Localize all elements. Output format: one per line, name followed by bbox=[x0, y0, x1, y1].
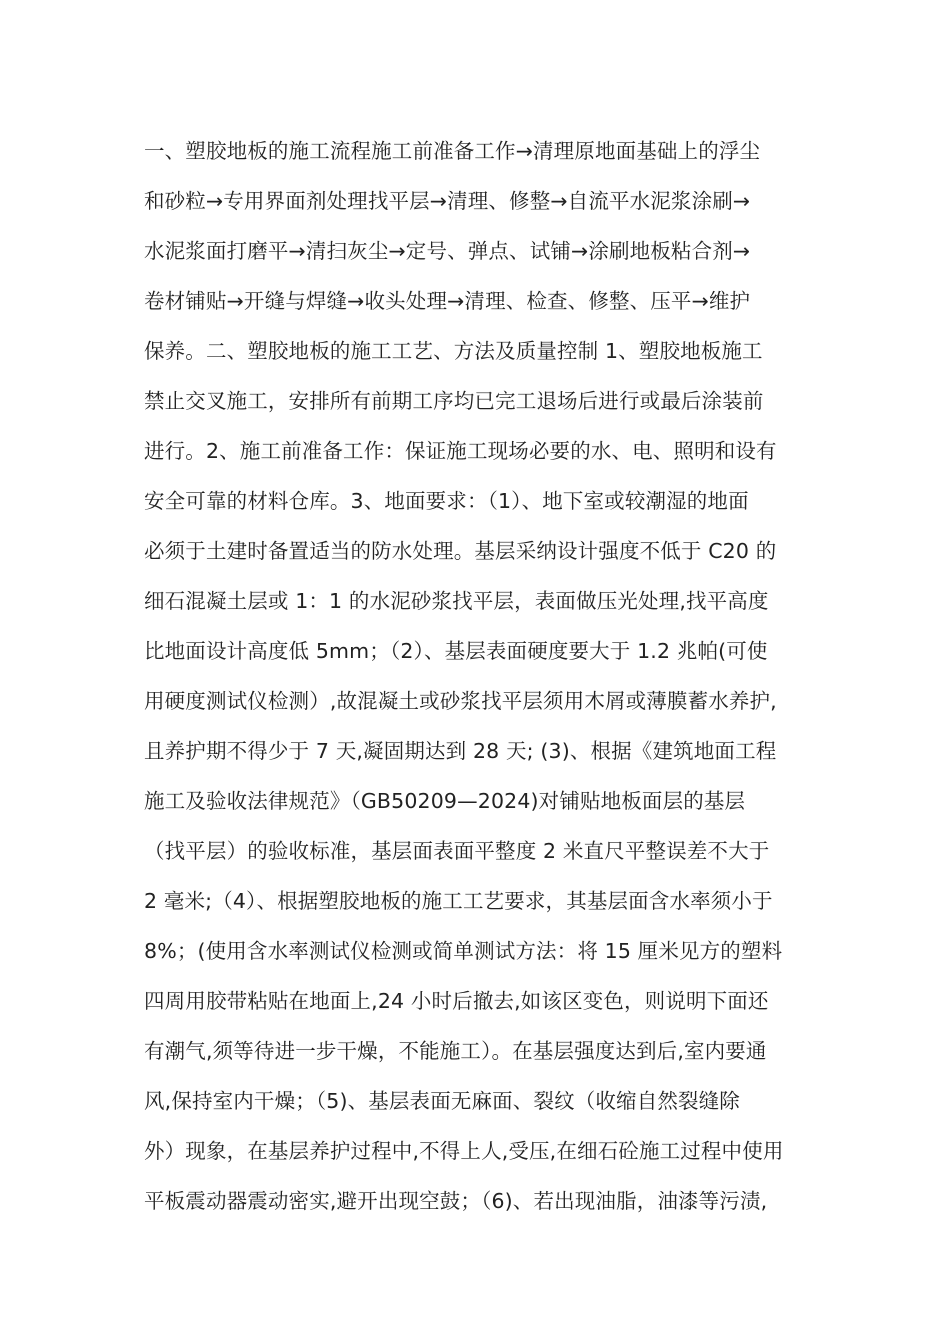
text-line: 风,保持室内干燥；（5)、基层表面无麻面、裂纹（收缩自然裂缝除 bbox=[144, 1089, 740, 1113]
text-line: 必须于土建时备置适当的防水处理。基层采纳设计强度不低于 C20 的 bbox=[144, 539, 777, 563]
text-line: 进行。2、施工前准备工作：保证施工现场必要的水、电、照明和设有 bbox=[144, 439, 777, 463]
text-line: （找平层）的验收标准，基层面表面平整度 2 米直尺平整误差不大于 bbox=[144, 839, 770, 863]
text-line: 比地面设计高度低 5mm；（2）、基层表面硬度要大于 1.2 兆帕(可使 bbox=[144, 639, 768, 663]
text-line: 保养。二、塑胶地板的施工工艺、方法及质量控制 1、塑胶地板施工 bbox=[144, 339, 763, 363]
text-line: 水泥浆面打磨平→清扫灰尘→定号、弹点、试铺→涂刷地板粘合剂→ bbox=[144, 239, 751, 263]
text-line: 和砂粒→专用界面剂处理找平层→清理、修整→自流平水泥浆涂刷→ bbox=[144, 189, 751, 213]
text-line: 8%；(使用含水率测试仪检测或简单测试方法：将 15 厘米见方的塑料 bbox=[144, 939, 783, 963]
text-line: 四周用胶带粘贴在地面上,24 小时后撤去,如该区变色，则说明下面还 bbox=[144, 989, 769, 1013]
text-line: 细石混凝土层或 1：1 的水泥砂浆找平层，表面做压光处理,找平高度 bbox=[144, 589, 769, 613]
text-line: 用硬度测试仪检测）,故混凝土或砂浆找平层须用木屑或薄膜蓄水养护, bbox=[144, 689, 777, 713]
text-line: 有潮气,须等待进一步干燥，不能施工）。在基层强度达到后,室内要通 bbox=[144, 1039, 767, 1063]
text-line: 2 毫米;（4）、根据塑胶地板的施工工艺要求，其基层面含水率须小于 bbox=[144, 889, 773, 913]
text-line: 安全可靠的材料仓库。3、地面要求：（1）、地下室或较潮湿的地面 bbox=[144, 489, 749, 513]
text-line: 施工及验收法律规范》（GB50209—2024)对铺贴地板面层的基层 bbox=[144, 789, 746, 813]
text-line: 外）现象，在基层养护过程中,不得上人,受压,在细石砼施工过程中使用 bbox=[144, 1139, 784, 1163]
text-line: 且养护期不得少于 7 天,凝固期达到 28 天; (3)、根据《建筑地面工程 bbox=[144, 739, 777, 763]
text-line: 禁止交叉施工，安排所有前期工序均已完工退场后进行或最后涂装前 bbox=[144, 389, 764, 413]
text-line: 卷材铺贴→开缝与焊缝→收头处理→清理、检查、修整、压平→维护 bbox=[144, 289, 751, 313]
text-line: 平板震动器震动密实,避开出现空鼓；（6)、若出现油脂，油漆等污渍, bbox=[144, 1189, 768, 1213]
text-line: 一、塑胶地板的施工流程施工前准备工作→清理原地面基础上的浮尘 bbox=[144, 139, 761, 163]
body-text bbox=[144, 132, 814, 1232]
